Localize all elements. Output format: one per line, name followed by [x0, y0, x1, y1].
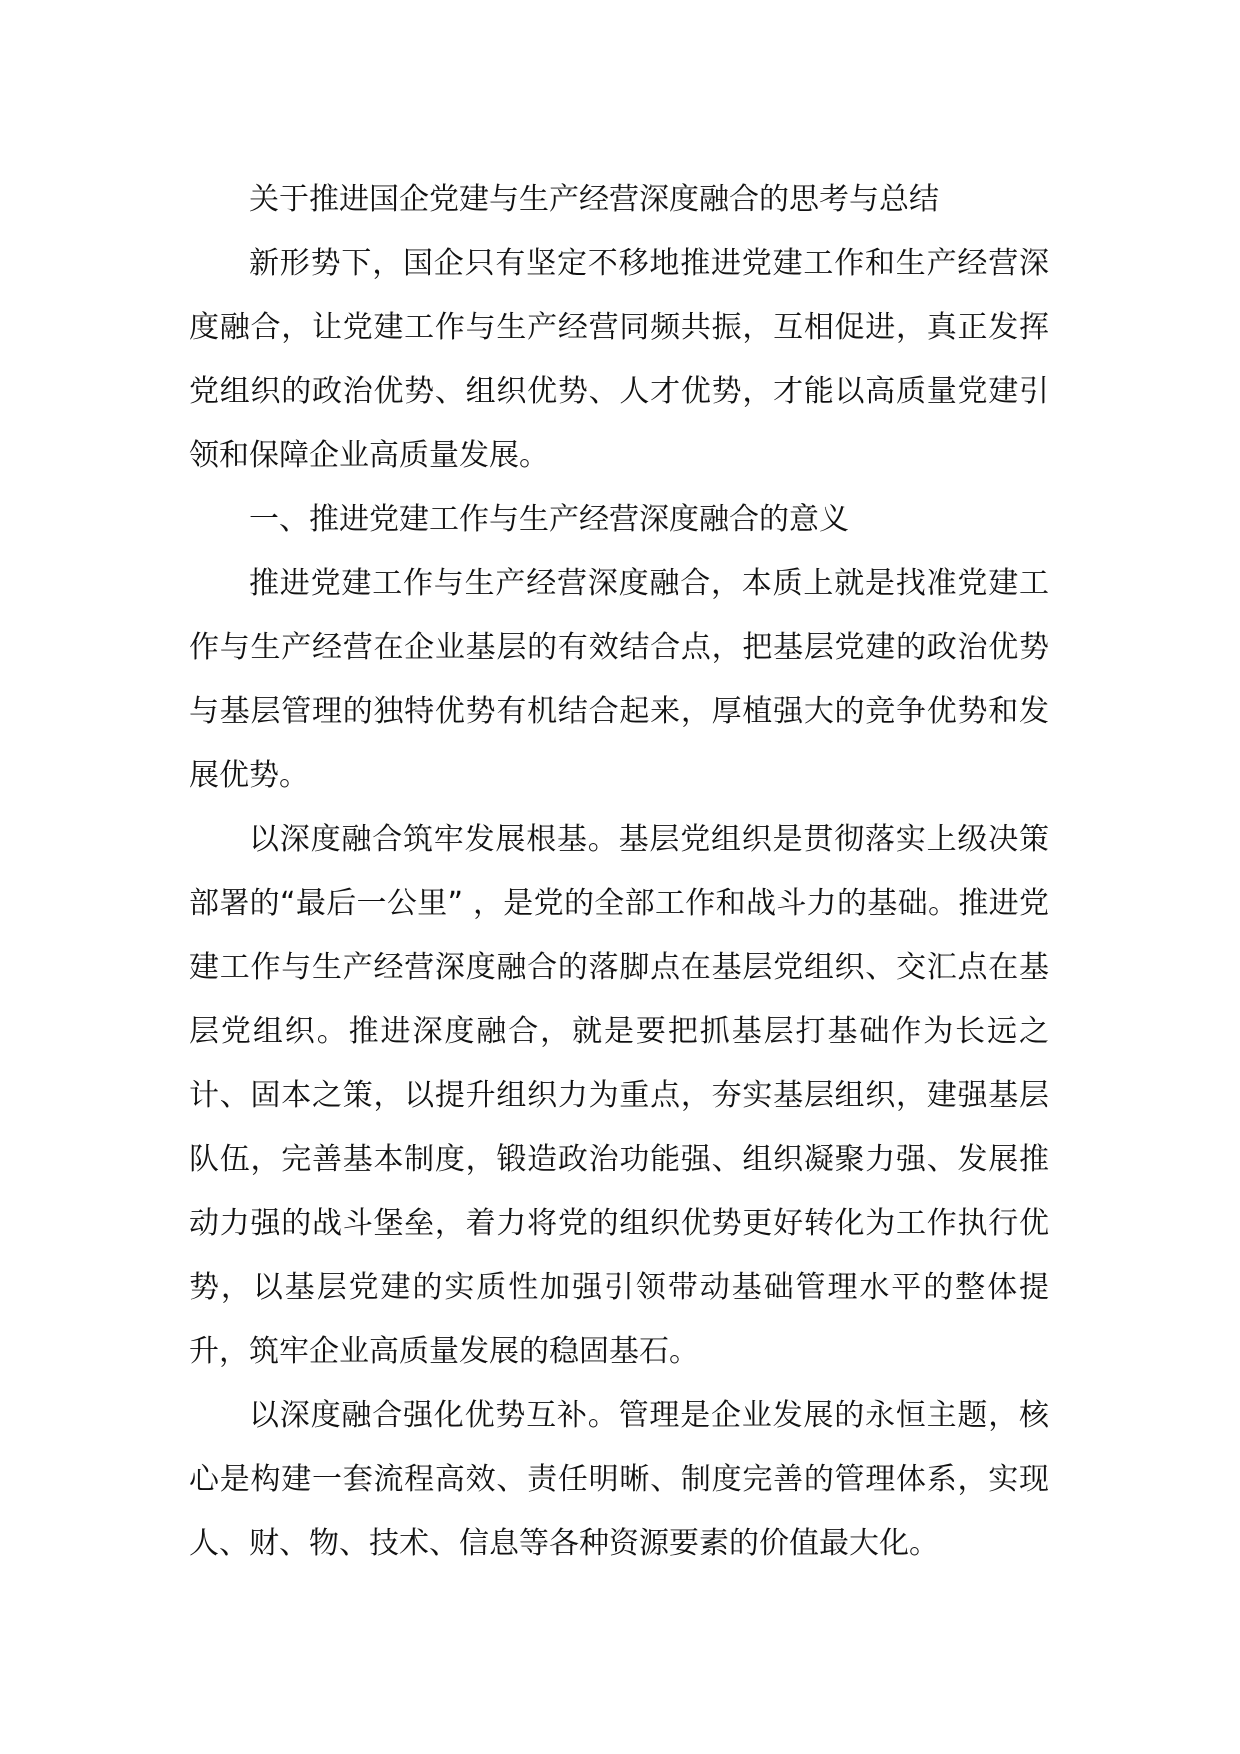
- document-title: 关于推进国企党建与生产经营深度融合的思考与总结: [249, 182, 939, 217]
- paragraph-essence: 推进党建工作与生产经营深度融合，本质上就是找准党建工作与生产经营在企业基层的有效结合点，把基层党建的政治优势与基层管理的独特优势有机结合起来，厚植强大的竞争优势和发展优势。: [189, 566, 1049, 793]
- paragraph-complement: 以深度融合强化优势互补。管理是企业发展的永恒主题，核心是构建一套流程高效、责任明晰、制度完善的管理体系，实现人、财、物、技术、信息等各种资源要素的价值最大化。: [189, 1398, 1049, 1561]
- paragraph-intro: 新形势下，国企只有坚定不移地推进党建工作和生产经营深度融合，让党建工作与生产经营同频共振，互相促进，真正发挥党组织的政治优势、组织优势、人才优势，才能以高质量党建引领和保障企业高质量发展。: [189, 246, 1049, 473]
- paragraph-foundation: 以深度融合筑牢发展根基。基层党组织是贯彻落实上级决策部署的“最后一公里” ，是党的全部工作和战斗力的基础。推进党建工作与生产经营深度融合的落脚点在基层党组织、交汇点在基层党组织。推进深度融合，就是要把抓基层打基础作为长远之计、固本之策，以提升组织力为重点，夯实基层组织，建强基层队伍，完善基本制度，锻造政治功能强、组织凝聚力强、发展推动力强的战斗堡垒，着力将党的组织优势更好转化为工作执行优势，以基层党建的实质性加强引领带动基础管理水平的整体提升，筑牢企业高质量发展的稳固基石。: [189, 822, 1049, 1369]
- document-page: [189, 168, 1049, 1576]
- section-heading-1: 一、推进党建工作与生产经营深度融合的意义: [249, 502, 849, 537]
